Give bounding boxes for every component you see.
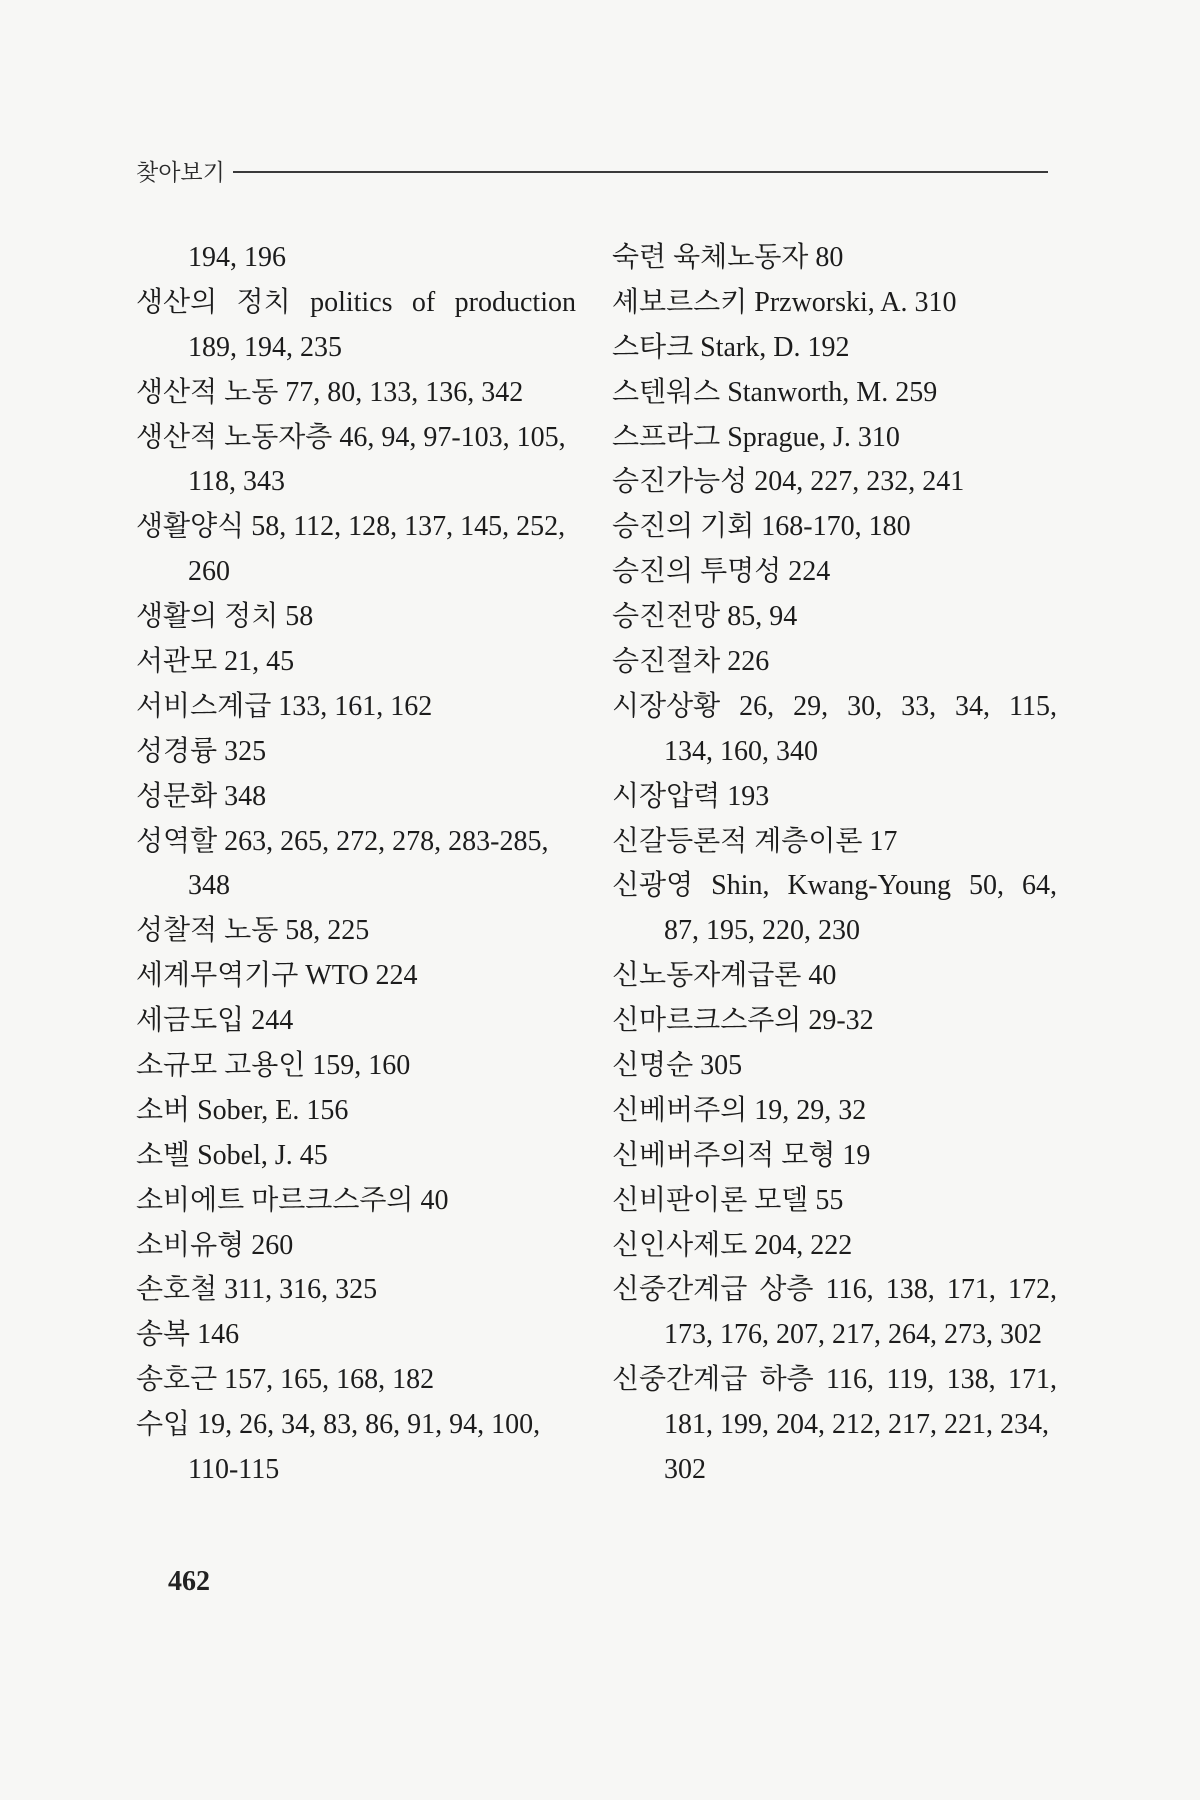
index-entry: 승진전망 85, 94 <box>612 601 798 633</box>
index-entry-continuation: 348 <box>188 870 230 902</box>
index-entry: 승진의 투명성 224 <box>612 556 831 588</box>
index-entry: 생산적 노동자층 46, 94, 97-103, 105, <box>136 421 566 453</box>
index-entry: 소규모 고용인 159, 160 <box>136 1050 411 1082</box>
index-entry: 숙련 육체노동자 80 <box>612 242 844 273</box>
running-head-rule <box>233 171 1048 173</box>
index-entry: 수입 19, 26, 34, 83, 86, 91, 94, 100, <box>136 1409 541 1441</box>
index-entry: 생산적 노동 77, 80, 133, 136, 342 <box>136 376 524 408</box>
index-entry-continuation: 87, 195, 220, 230 <box>664 915 860 947</box>
index-entry: 신중간계급 하층 116, 119, 138, 171, <box>612 1364 1057 1396</box>
index-entry: 서관모 21, 45 <box>136 646 295 678</box>
index-entry: 생활양식 58, 112, 128, 137, 145, 252, <box>136 511 566 543</box>
index-entry-continuation: 118, 343 <box>188 466 285 498</box>
index-entry-continuation: 134, 160, 340 <box>664 735 818 767</box>
index-entry: 신베버주의 19, 29, 32 <box>612 1094 867 1126</box>
index-entry: 승진의 기회 168-170, 180 <box>612 511 911 543</box>
index-entry: 신중간계급 상층 116, 138, 171, 172, <box>612 1274 1057 1306</box>
index-entry: 손호철 311, 316, 325 <box>136 1274 378 1306</box>
page-number: 462 <box>168 1566 210 1597</box>
index-entry-continuation: 173, 176, 207, 217, 264, 273, 302 <box>664 1319 1042 1351</box>
index-entry: 생산의 정치 politics of production <box>136 286 576 318</box>
index-entry: 세금도입 244 <box>136 1005 294 1037</box>
index-entry: 소비에트 마르크스주의 40 <box>136 1184 449 1216</box>
index-entry: 성역할 263, 265, 272, 278, 283-285, <box>136 825 549 857</box>
index-entry: 신노동자계급론 40 <box>612 960 837 992</box>
index-entry-continuation: 302 <box>664 1454 706 1486</box>
index-entry: 세계무역기구 WTO 224 <box>136 960 418 992</box>
index-entry: 소벨 Sobel, J. 45 <box>136 1139 328 1171</box>
index-entry: 소버 Sober, E. 156 <box>136 1094 349 1126</box>
index-entry: 스텐워스 Stanworth, M. 259 <box>612 376 938 408</box>
index-entry: 스타크 Stark, D. 192 <box>612 331 850 363</box>
index-entry: 성찰적 노동 58, 225 <box>136 915 370 947</box>
index-entry: 시장상황 26, 29, 30, 33, 34, 115, <box>612 690 1057 722</box>
index-entry: 셰보르스키 Przworski, A. 310 <box>612 286 957 318</box>
index-column-left <box>136 236 576 1493</box>
index-entry: 신비판이론 모델 55 <box>612 1184 844 1216</box>
index-entry: 소비유형 260 <box>136 1229 294 1261</box>
index-entry: 승진절차 226 <box>612 646 770 678</box>
index-entry: 서비스계급 133, 161, 162 <box>136 690 433 722</box>
index-entry-continuation: 181, 199, 204, 212, 217, 221, 234, <box>664 1409 1049 1441</box>
index-entry: 신인사제도 204, 222 <box>612 1229 853 1261</box>
index-entry-continuation: 110-115 <box>188 1454 280 1486</box>
index-entry: 스프라그 Sprague, J. 310 <box>612 421 900 453</box>
index-entry: 신베버주의적 모형 19 <box>612 1139 871 1171</box>
index-entry: 성문화 348 <box>136 780 267 812</box>
index-entry: 신광영 Shin, Kwang-Young 50, 64, <box>612 870 1057 902</box>
index-entry: 시장압력 193 <box>612 780 770 812</box>
index-entry-continuation: 189, 194, 235 <box>188 331 342 363</box>
index-entry: 성경륭 325 <box>136 735 267 767</box>
running-head <box>136 154 1048 187</box>
index-entry: 승진가능성 204, 227, 232, 241 <box>612 466 965 498</box>
running-head-title: 찾아보기 <box>136 160 225 186</box>
index-column-right <box>612 236 1057 1493</box>
index-entry: 신갈등론적 계층이론 17 <box>612 825 898 857</box>
index-entry-continuation: 260 <box>188 556 230 588</box>
index-entry-continuation: 194, 196 <box>188 242 286 273</box>
index-entry: 송복 146 <box>136 1319 240 1351</box>
index-entry: 신마르크스주의 29-32 <box>612 1005 874 1037</box>
index-entry: 생활의 정치 58 <box>136 601 314 633</box>
index-entry: 신명순 305 <box>612 1050 743 1082</box>
index-entry: 송호근 157, 165, 168, 182 <box>136 1364 435 1396</box>
